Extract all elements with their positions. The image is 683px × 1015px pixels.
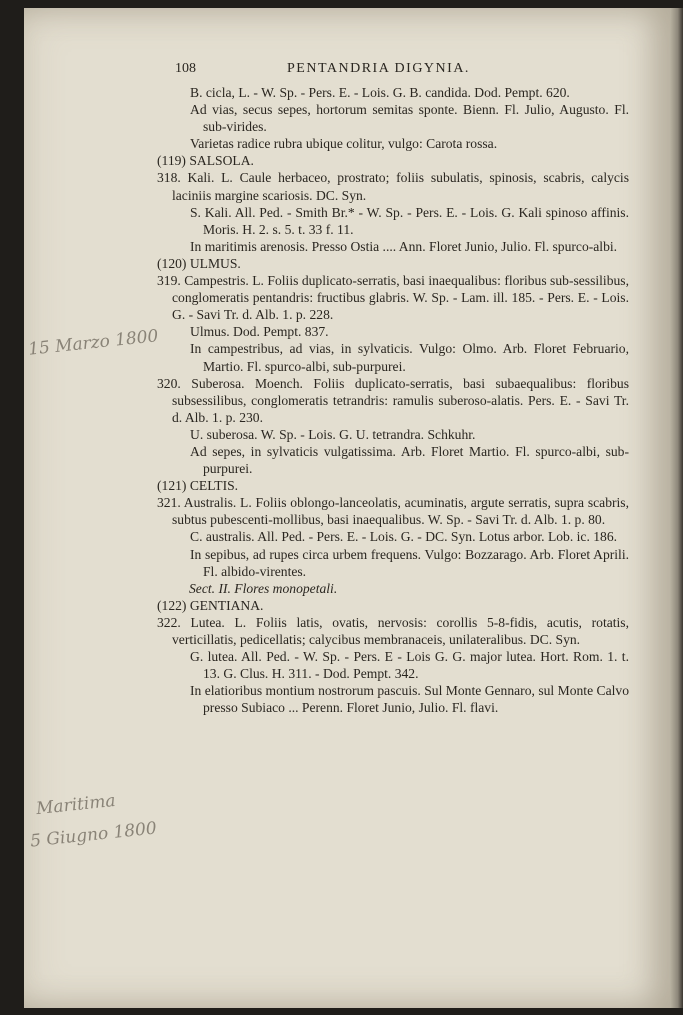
species-entry: 320. Suberosa. Moench. Foliis duplicato-serratis, basi subaequalibus: floribus subsessilibus, conglomeratis tetrandris: ramulis suberoso-alatis. Pers. E. - Savi Tr. d. Alb. 1. p. 230. xyxy=(157,375,629,425)
text-line: B. cicla, L. - W. Sp. - Pers. E. - Lois. G. B. candida. Dod. Pempt. 620. xyxy=(190,85,570,100)
text-line: C. australis. All. Ped. - Pers. E. - Lois. G. - DC. Syn. Lotus arbor. Lob. ic. 186. xyxy=(190,529,618,545)
running-title: PENTANDRIA DIGYNIA. xyxy=(287,61,470,76)
text-line: Varietas radice rubra ubique colitur, vulgo: Carota rossa. xyxy=(190,136,498,152)
body-text xyxy=(157,84,629,716)
page-number: 108 xyxy=(175,61,196,76)
text-line: G. lutea. All. Ped. - W. Sp. - Pers. E - Lois G. G. major lutea. Hort. Rom. 1. t. 13. G. Clus. H. 311. - Dod. Pempt. 342. xyxy=(190,649,629,682)
handwritten-note-maritima: Maritima xyxy=(35,790,117,820)
handwritten-note-date: 5 Giugno 1800 xyxy=(29,818,158,852)
text-line: Ulmus. Dod. Pempt. 837. xyxy=(190,324,329,340)
text-line: In campestribus, ad vias, in sylvaticis. Vulgo: Olmo. Arb. Floret Februario, Martio. Fl. spurco-albi, sub-purpurei. xyxy=(190,341,629,374)
species-entry: 321. Australis. L. Foliis oblongo-lanceolatis, acuminatis, argute serratis, supra scabris, subtus pubescenti-mollibus, basi inaequalibus. W. Sp. - Savi Tr. d. Alb. 1. p. 80. xyxy=(157,495,629,528)
handwritten-note-date: 15 Marzo 1800 xyxy=(27,326,160,360)
text-line: Sect. II. Flores monopetali. xyxy=(189,580,338,596)
genus-heading: (122) GENTIANA. xyxy=(157,597,264,613)
genus-heading: (121) CELTIS. xyxy=(157,478,239,494)
species-entry: 322. Lutea. L. Foliis latis, ovatis, nervosis: corollis 5-8-fidis, acutis, rotatis, verticillatis, pedicellatis; calycibus membranaceis, unilateralibus. DC. Syn. xyxy=(157,614,629,647)
species-entry: 318. Kali. L. Caule herbaceo, prostrato; foliis subulatis, spinosis, scabris, calycis laciniis margine scariosis. DC. Syn. xyxy=(157,170,629,203)
text-line: U. suberosa. W. Sp. - Lois. G. U. tetrandra. Schkuhr. xyxy=(190,426,476,442)
text-line: In sepibus, ad rupes circa urbem frequens. Vulgo: Bozzarago. Arb. Floret Aprili. Fl. albido-virentes. xyxy=(190,546,629,579)
text-line: In elatioribus montium nostrorum pascuis. Sul Monte Gennaro, sul Monte Calvo presso Subiaco ... Perenn. Floret Junio, Julio. Fl. flavi. xyxy=(190,683,629,716)
text-line: Ad sepes, in sylvaticis vulgatissima. Arb. Floret Martio. Fl. spurco-albi, sub-purpurei. xyxy=(190,443,629,477)
page-header xyxy=(157,60,629,84)
page-edge xyxy=(670,8,683,1008)
genus-heading: (119) SALSOLA. xyxy=(157,153,254,169)
text-line: In maritimis arenosis. Presso Ostia .... Ann. Floret Junio, Julio. Fl. spurco-albi. xyxy=(190,238,618,254)
text-line: S. Kali. All. Ped. - Smith Br.* - W. Sp. - Pers. E. - Lois. G. Kali spinoso affinis. Moris. H. 2. s. 5. t. 33 f. 11. xyxy=(190,204,629,237)
genus-heading: (120) ULMUS. xyxy=(157,255,241,271)
page-text xyxy=(157,60,629,716)
text-line: Ad vias, secus sepes, hortorum semitas sponte. Bienn. Fl. Julio, Augusto. Fl. sub-virides. xyxy=(190,102,629,135)
species-entry: 319. Campestris. L. Foliis duplicato-serratis, basi inaequalibus: floribus sub-sessilibus, conglomeratis pentandris: fructibus glabris. W. Sp. - Lam. ill. 185. - Pers. E. - Lois. G. - Savi Tr. d. Alb. 1. p. 228. xyxy=(157,273,629,323)
